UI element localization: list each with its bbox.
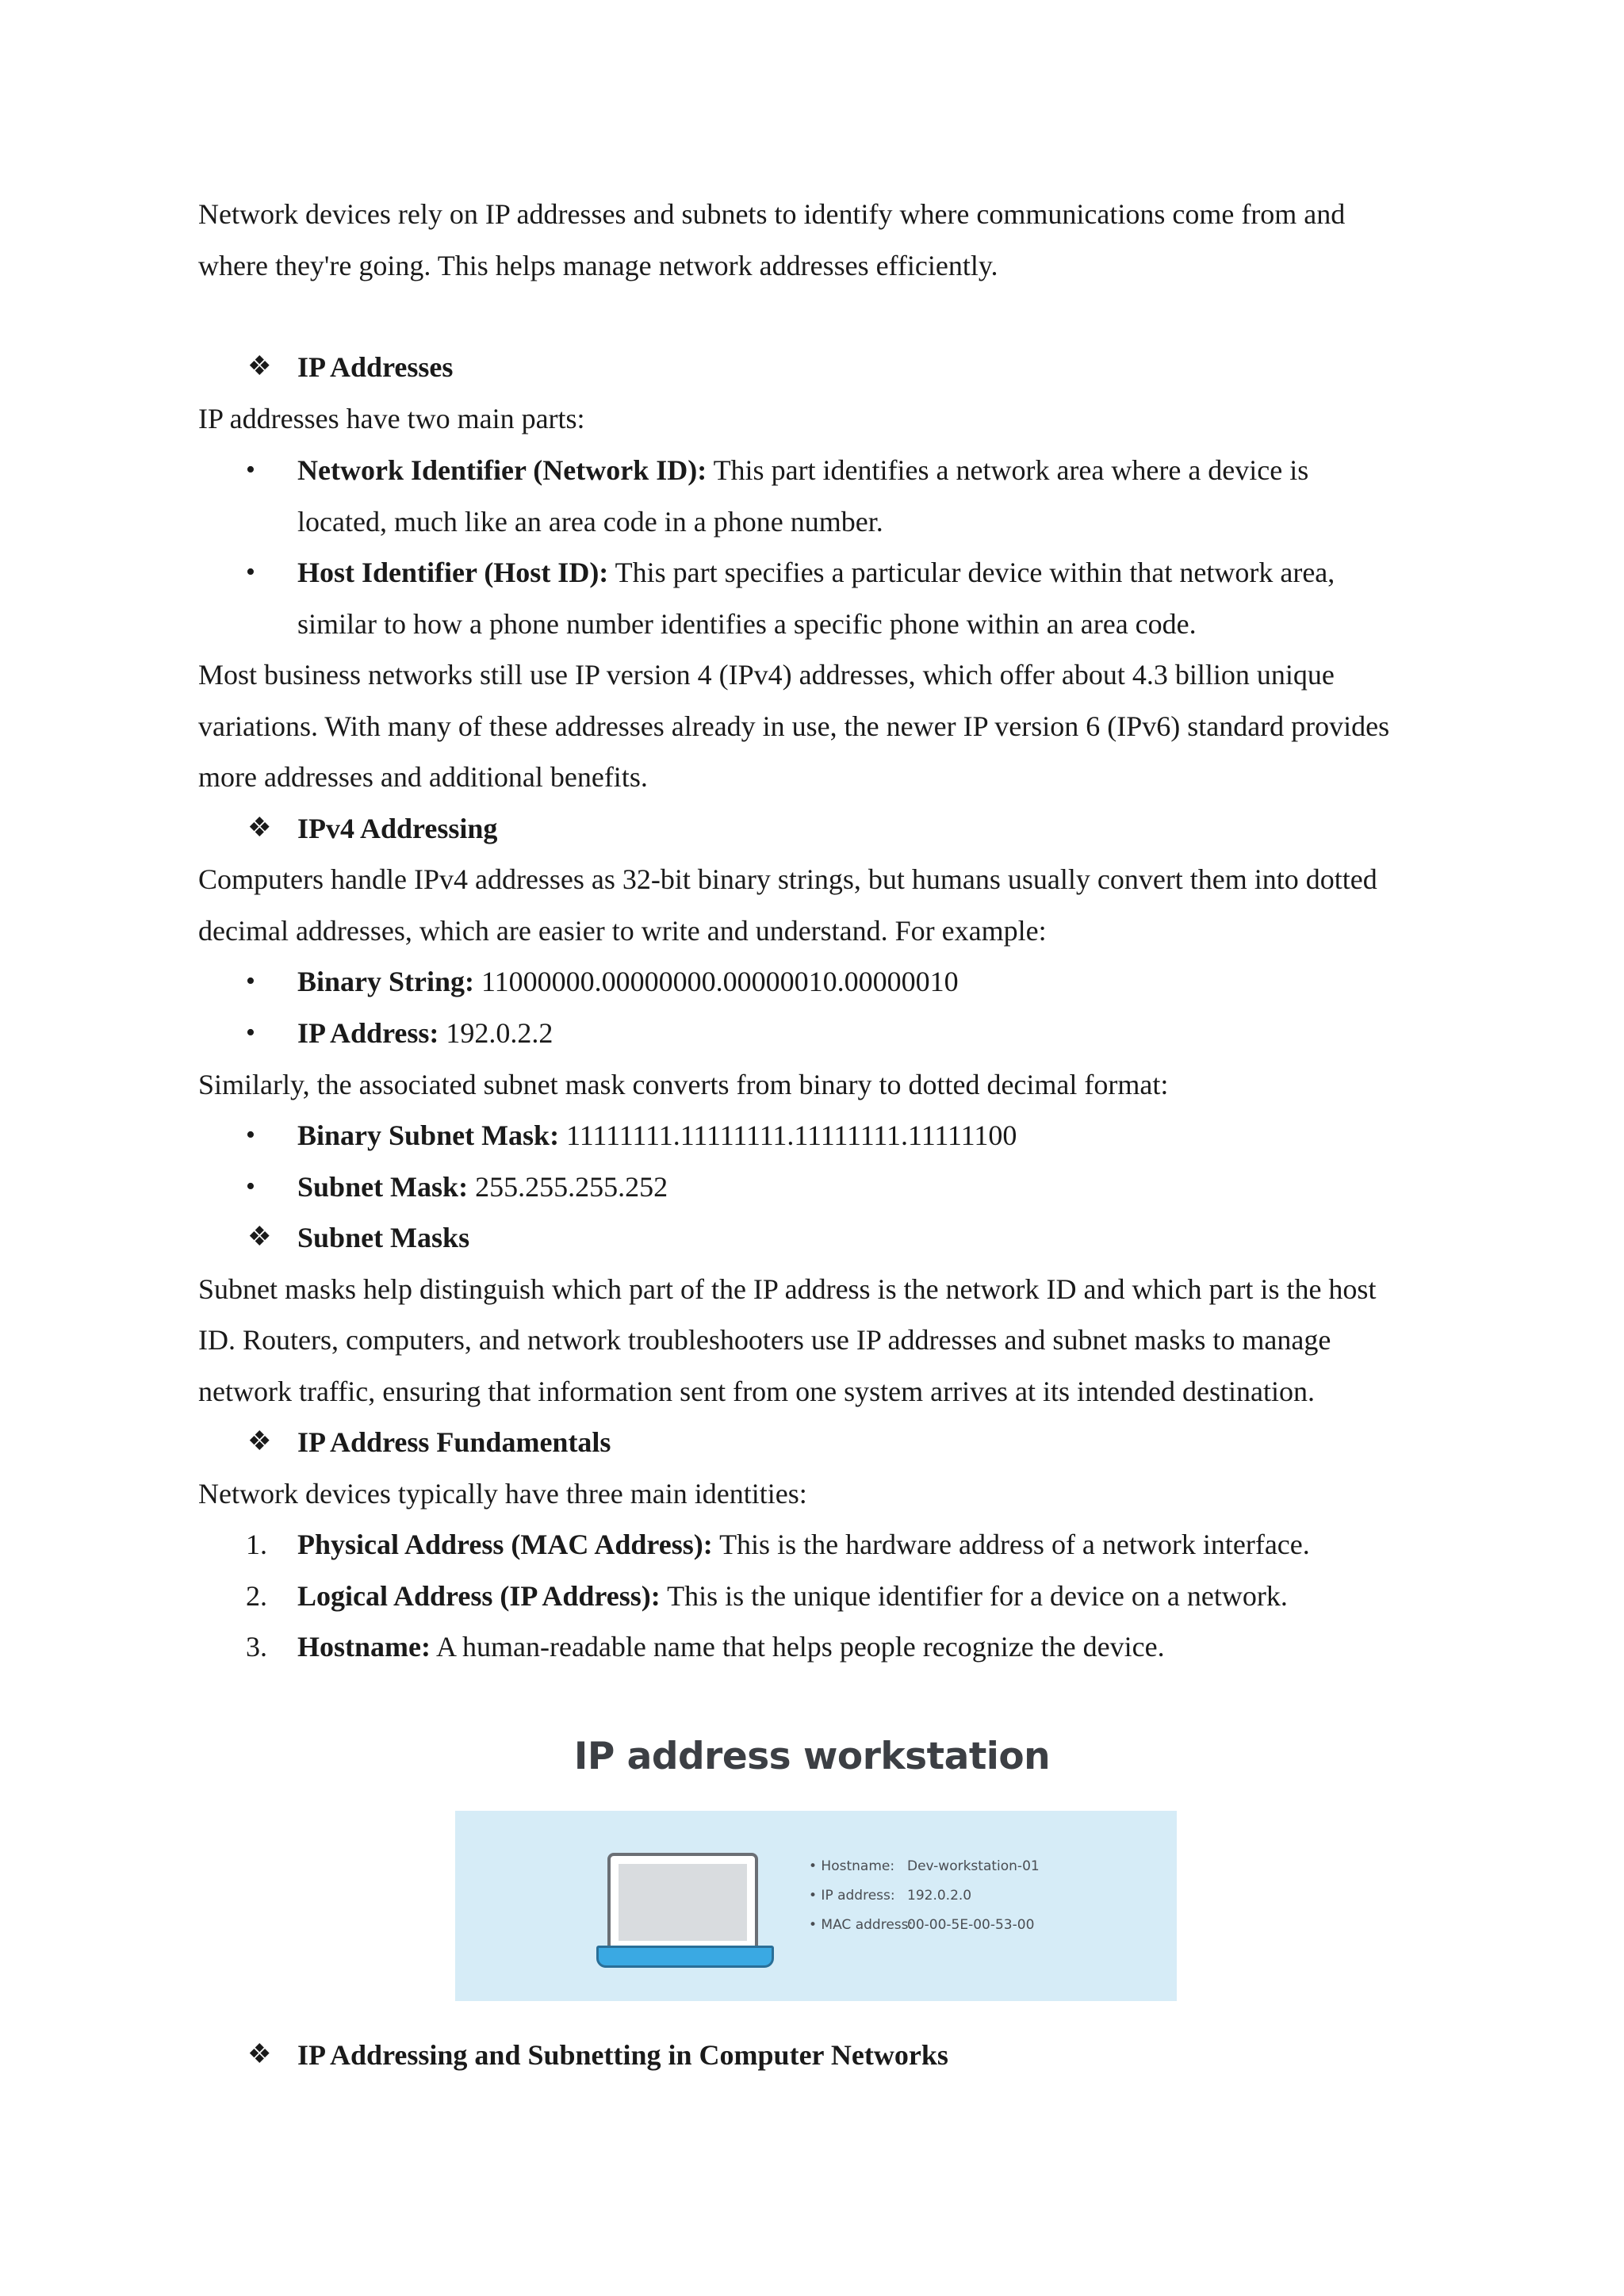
numbered-item-term: Hostname:: [297, 1631, 431, 1663]
bullet-icon: •: [246, 1172, 255, 1201]
list-item-continuation: similar to how a phone number identifies a specific phone within an area code.: [297, 608, 1197, 640]
bullet-icon: •: [246, 557, 255, 587]
numbered-item-term: Logical Address (IP Address):: [297, 1580, 661, 1612]
laptop-icon: [607, 1853, 758, 1952]
list-item: [297, 453, 1308, 488]
bullet-icon: •: [246, 1120, 255, 1150]
bullet-icon: •: [246, 455, 255, 484]
numbered-item-text: A human-readable name that helps people recognize the device.: [430, 1631, 1165, 1663]
spec-value: Dev-workstation-01: [907, 1858, 1040, 1874]
list-number: 3.: [246, 1631, 267, 1663]
list-item-value: 11000000.00000000.00000010.00000010: [474, 966, 959, 997]
numbered-item: [297, 1629, 1165, 1664]
paragraph-line: decimal addresses, which are easier to write and understand. For example:: [198, 915, 1047, 947]
spec-label: • MAC address:: [809, 1917, 914, 1933]
spec-value: 192.0.2.0: [907, 1888, 972, 1904]
list-number: 2.: [246, 1580, 267, 1612]
list-item-continuation: located, much like an area code in a phone number.: [297, 506, 883, 538]
intro-line-1: Network devices rely on IP addresses and subnets to identify where communications come from and: [198, 198, 1346, 230]
paragraph-line: more addresses and additional benefits.: [198, 761, 648, 793]
heading-ipv4-addressing: IPv4 Addressing: [297, 813, 498, 844]
bullet-icon: •: [246, 1018, 255, 1047]
list-item-term: Binary String:: [297, 966, 475, 997]
paragraph-line: network traffic, ensuring that information sent from one system arrives at its intended destination.: [198, 1376, 1315, 1407]
list-item: [297, 964, 959, 999]
heading-ip-addressing-subnetting: IP Addressing and Subnetting in Computer Networks: [297, 2039, 948, 2071]
laptop-screen-display: [619, 1864, 747, 1941]
heading-subnet-masks: Subnet Masks: [297, 1222, 470, 1253]
intro-line-2: where they're going. This helps manage network addresses efficiently.: [198, 250, 998, 281]
diamond-bullet-icon: ❖: [247, 2040, 272, 2069]
list-item-value: 11111111.11111111.11111111.11111100: [559, 1119, 1017, 1151]
list-item: [297, 555, 1335, 590]
list-item-term: Host Identifier (Host ID):: [297, 557, 609, 588]
paragraph-line: Computers handle IPv4 addresses as 32-bit binary strings, but humans usually convert them into dotted: [198, 863, 1377, 895]
spec-value: 00-00-5E-00-53-00: [907, 1917, 1035, 1933]
list-item-term: Network Identifier (Network ID):: [297, 454, 707, 486]
diamond-bullet-icon: ❖: [247, 1223, 272, 1252]
list-item-text: This part specifies a particular device within that network area,: [608, 557, 1335, 588]
paragraph-line: Similarly, the associated subnet mask converts from binary to dotted decimal format:: [198, 1069, 1169, 1100]
paragraph-line: Most business networks still use IP version 4 (IPv4) addresses, which offer about 4.3 billion unique: [198, 659, 1335, 691]
paragraph-line: Subnet masks help distinguish which part of the IP address is the network ID and which part is the host: [198, 1273, 1377, 1305]
numbered-item-term: Physical Address (MAC Address):: [297, 1529, 713, 1560]
list-item-term: Binary Subnet Mask:: [297, 1119, 560, 1151]
list-item-term: IP Address:: [297, 1017, 439, 1049]
bullet-icon: •: [246, 966, 255, 996]
spec-mac-address: [809, 1917, 1034, 1933]
spec-label: • Hostname:: [809, 1858, 895, 1874]
list-item-value: 255.255.255.252: [468, 1171, 668, 1203]
list-item: [297, 1118, 1017, 1153]
diamond-bullet-icon: ❖: [247, 1427, 272, 1456]
list-item-text: This part identifies a network area where a device is: [707, 454, 1309, 486]
spec-hostname: [809, 1858, 1040, 1874]
diamond-bullet-icon: ❖: [247, 352, 272, 381]
ip-addresses-lead: IP addresses have two main parts:: [198, 403, 585, 434]
heading-ip-address-fundamentals: IP Address Fundamentals: [297, 1426, 611, 1458]
figure-panel: [455, 1811, 1177, 2001]
numbered-item: [297, 1527, 1310, 1562]
paragraph-line: ID. Routers, computers, and network troubleshooters use IP addresses and subnet masks to manage: [198, 1324, 1331, 1356]
paragraph-line: Network devices typically have three main identities:: [198, 1478, 807, 1510]
diamond-bullet-icon: ❖: [247, 813, 272, 843]
list-item: [297, 1169, 668, 1204]
list-item-value: 192.0.2.2: [439, 1017, 553, 1049]
spec-label: • IP address:: [809, 1888, 895, 1904]
numbered-item: [297, 1578, 1288, 1613]
list-item: [297, 1016, 553, 1050]
list-item-term: Subnet Mask:: [297, 1171, 469, 1203]
heading-ip-addresses: IP Addresses: [297, 351, 454, 383]
figure-title: IP address workstation: [573, 1735, 1051, 1778]
numbered-item-text: This is the hardware address of a network interface.: [712, 1529, 1310, 1560]
paragraph-line: variations. With many of these addresses already in use, the newer IP version 6 (IPv6) standard provides: [198, 710, 1390, 742]
numbered-item-text: This is the unique identifier for a device on a network.: [660, 1580, 1288, 1612]
spec-ip-address: [809, 1888, 971, 1904]
list-number: 1.: [246, 1529, 267, 1560]
laptop-base-icon: [596, 1946, 774, 1968]
